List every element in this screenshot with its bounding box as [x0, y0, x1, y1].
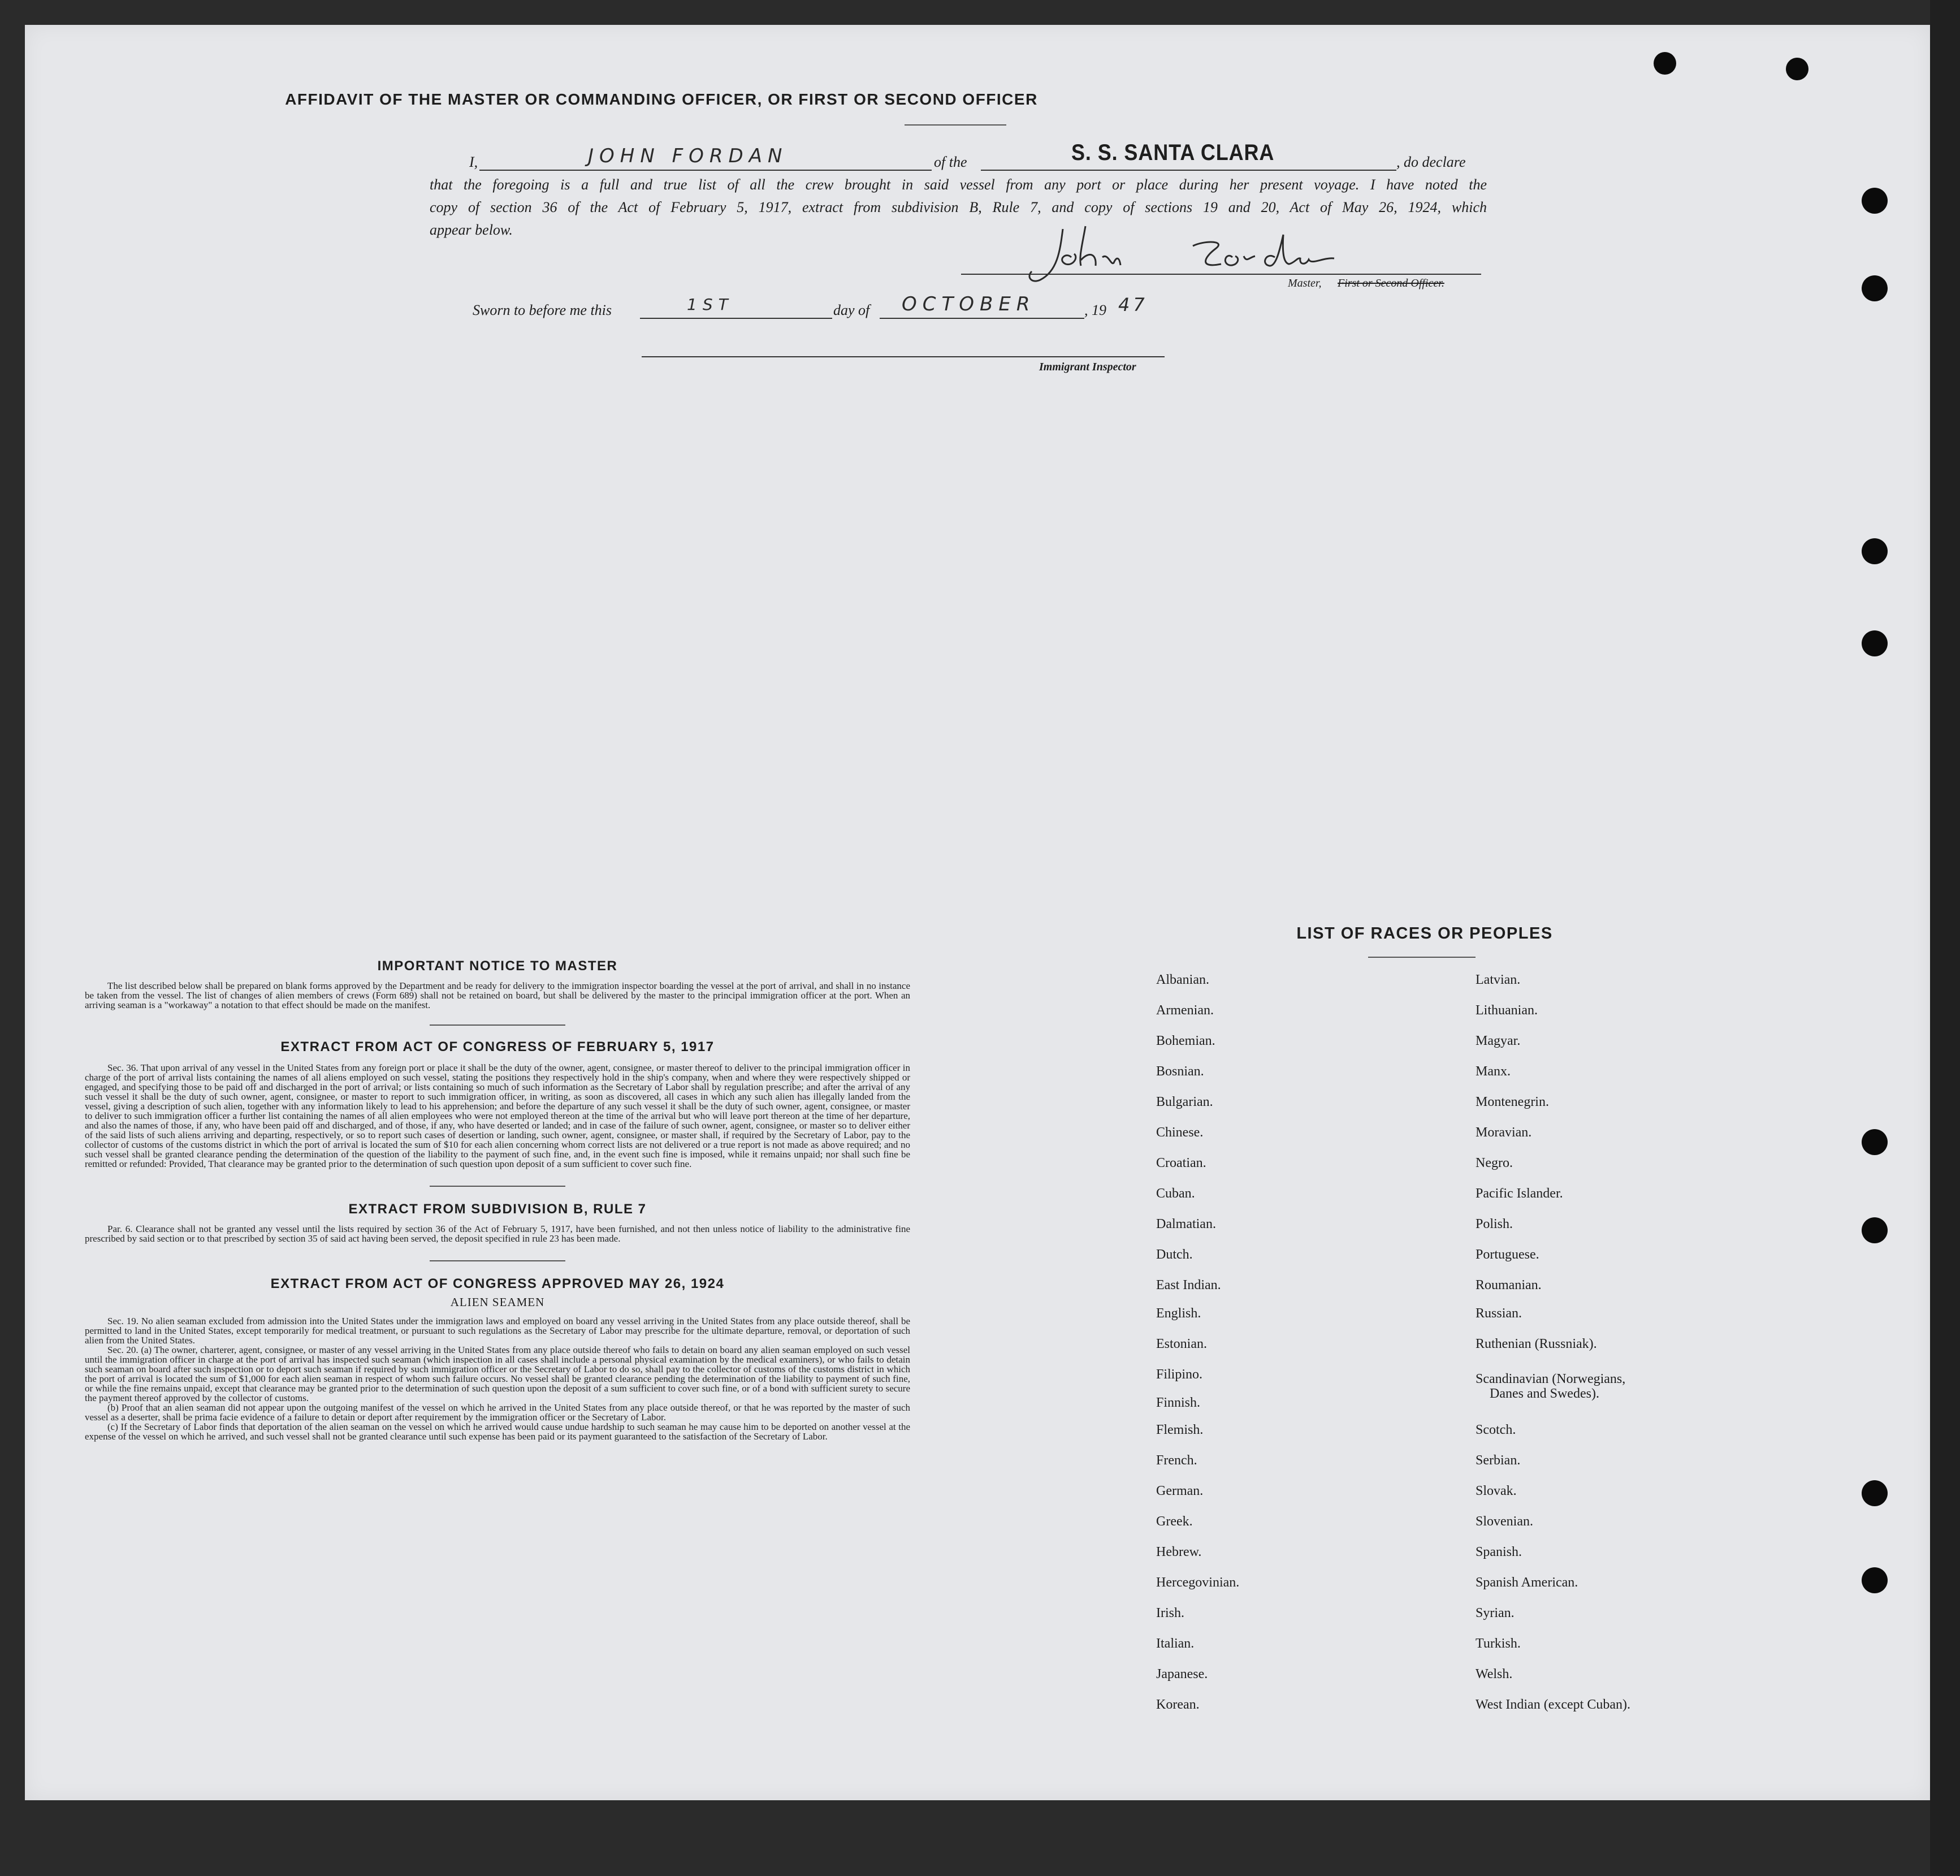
race-item: Scotch.	[1476, 1423, 1516, 1437]
race-item: Bulgarian.	[1156, 1095, 1213, 1109]
race-item: Polish.	[1476, 1217, 1513, 1231]
race-item: Russian.	[1476, 1306, 1522, 1321]
races-divider	[1368, 957, 1476, 958]
race-item: Turkish.	[1476, 1636, 1521, 1651]
race-item: Welsh.	[1476, 1667, 1513, 1682]
race-item: Spanish American.	[1476, 1575, 1578, 1590]
punch-hole	[1862, 275, 1888, 301]
race-item: Danes and Swedes).	[1490, 1386, 1599, 1401]
day-of-label: day of	[833, 302, 870, 318]
declare-label: , do declare	[1396, 154, 1466, 170]
title-divider	[905, 124, 1006, 126]
punch-hole	[1862, 538, 1888, 564]
race-item: Ruthenian (Russniak).	[1476, 1337, 1597, 1351]
race-item: Flemish.	[1156, 1423, 1204, 1437]
day-line	[640, 318, 832, 319]
race-item: Albanian.	[1156, 972, 1209, 987]
race-item: Hebrew.	[1156, 1545, 1202, 1559]
race-item: Italian.	[1156, 1636, 1195, 1651]
sworn-label: Sworn to before me this	[473, 302, 612, 318]
affidavit-title: AFFIDAVIT OF THE MASTER OR COMMANDING OFFICER, OR FIRST OR SECOND OFFICER	[285, 90, 1038, 108]
inspector-line	[642, 356, 1165, 357]
sec-19-paragraph: Sec. 19. No alien seaman excluded from admission into the United States under the immigration laws and employed on board any vessel arriving in the United States from any place outside thereof, shall be permitted to land in the United States, except temporarily for medical treatment, or pursuant to such regulations as the Secretary of Labor may prescribe for the ultimate departure, removal, or deportation of such alien from the United States.	[85, 1316, 910, 1346]
race-item: Portuguese.	[1476, 1247, 1539, 1262]
sec-20b-paragraph: (b) Proof that an alien seaman did not appear upon the outgoing manifest of the vessel on which he arrived in the United States from any place outside thereof, or that he was reported by the master of such vessel as a deserter, shall be prima facie evidence of a failure to detain or deport after requirement by the immigration officer or the Secretary of Labor.	[85, 1402, 910, 1423]
officer-name-line	[479, 170, 932, 171]
race-item: Finnish.	[1156, 1395, 1201, 1410]
punch-hole	[1862, 630, 1888, 656]
struck-officer-label: First or Second Officer.	[1338, 277, 1444, 289]
race-item: Negro.	[1476, 1156, 1513, 1170]
race-item: Bosnian.	[1156, 1064, 1204, 1079]
race-item: Korean.	[1156, 1697, 1200, 1712]
race-item: French.	[1156, 1453, 1197, 1468]
race-item: Armenian.	[1156, 1003, 1214, 1018]
notice-paragraph: The list described below shall be prepared on blank forms approved by the Department and be ready for delivery to the immigration inspector boarding the vessel at the port of arrival, and shall in no instance be taken from the vessel. The list of changes of alien members of crews (Form 689) shall not be retained on board, but shall be delivered by the master to the principal immigration officer at the port. When an arriving seaman is a "workaway" a notation to that effect should be made on the manifest.	[85, 980, 910, 1010]
extract-1924-text	[85, 1316, 910, 1441]
punch-hole	[1862, 1217, 1888, 1243]
extract-1917-title: EXTRACT FROM ACT OF CONGRESS OF FEBRUARY 5, 1917	[280, 1039, 715, 1054]
body-line-3: appear below.	[430, 222, 513, 238]
year-value: 47	[1118, 294, 1148, 315]
vessel-name-line	[981, 170, 1396, 171]
race-item: Manx.	[1476, 1064, 1511, 1079]
sec-20a-paragraph: Sec. 20. (a) The owner, charterer, agent, consignee, or master of any vessel arriving in the United States from any place outside thereof who fails to detain on board any alien seaman employed on such vessel until the immigration officer in charge at the port of arrival has inspected such seaman (which inspection in all cases shall include a personal physical examination by the medical examiners), or who fails to detain such seaman on board after such inspection or to deport such seaman if required by such immigration officer or the Secretary of Labor to do so, shall pay to the collector of customs of the customs district in which the port of arrival is located the sum of $1,000 for each alien seaman in respect of whom such failure occurs. No vessel shall be granted clearance pending the determination of the liability to payment of such fine, or while the fine remains unpaid, except that clearance may be granted prior to the determination of such question upon the deposit of a sum sufficient to cover such fine, or of a bond with sufficient surety to secure the payment thereof approved by the collector of customs.	[85, 1345, 910, 1403]
month-line	[880, 318, 1084, 319]
race-item: Bohemian.	[1156, 1034, 1215, 1048]
race-item: East Indian.	[1156, 1278, 1221, 1293]
par-6-paragraph: Par. 6. Clearance shall not be granted any vessel until the lists required by section 36 of the Act of February 5, 1917, have been furnished, and not then unless notice of liability to the administrative fine prescribed by said section or to that prescribed by section 35 of said act having been served, the deposit specified in rule 23 has been made.	[85, 1224, 910, 1244]
race-item: German.	[1156, 1484, 1204, 1498]
race-item: Pacific Islander.	[1476, 1186, 1563, 1201]
sec-36-paragraph: Sec. 36. That upon arrival of any vessel in the United States from any foreign port or place it shall be the duty of the owner, agent, consignee, or master thereof to deliver to the principal immigration officer in charge of the port of arrival lists containing the names of all aliens employed on such vessel, stating the positions they respectively hold in the ship's company, when and where they were respectively shipped or engaged, and specifying those to be paid off and discharged in the port of arrival; or lists containing so much of such information as the Secretary of Labor shall by regulation prescribe; and after the arrival of any such vessel it shall be the duty of such owner, agent, consignee, or master to report to such immigration officer, in writing, as soon as discovered, all cases in which any such alien has illegally landed from the vessel, giving a description of such alien, together with any information likely to lead to his apprehension; and before the departure of any such vessel it shall be the duty of such owner, agent, consignee, or master to deliver to such immigration officer a further list containing the names of all alien employees who were not employed thereon at the time of the arrival but who will leave port thereon at the time of her departure, and also the names of those, if any, who have been paid off and discharged, and of those, if any, who have deserted or landed; and in case of the failure of such owner, agent, consignee, or master so to deliver either of the said lists of such aliens arriving and departing, respectively, or so to report such cases of desertion or landing, such owner, agent, consignee, or master shall, if required by the Secretary of Labor, pay to the collector of customs of the customs district in which the port of arrival is located the sum of $10 for each alien concerning whom correct lists are not delivered or a true report is not made as above required; and no such vessel shall be granted clearance pending the determination of the question of the liability to the payment of such fine, and, in the event such fine is imposed, while it remains unpaid; nor shall such fine be remitted or refunded: Provided, That clearance may be granted prior to the determination of such question upon deposit of a sum sufficient to cover such fine.	[85, 1062, 910, 1169]
punch-hole	[1862, 188, 1888, 214]
race-item: Chinese.	[1156, 1125, 1204, 1140]
race-item: Greek.	[1156, 1514, 1193, 1529]
document-sheet	[25, 25, 1930, 1800]
race-item: Croatian.	[1156, 1156, 1206, 1170]
scan-edge	[1930, 0, 1960, 1876]
races-title: LIST OF RACES OR PEOPLES	[1296, 924, 1553, 943]
signature-line	[961, 274, 1481, 275]
body-line-2: copy of section 36 of the Act of February 5, 1917, extract from subdivision B, Rule 7, and copy of sections 19 and 20, Act of May 26, 1924, which	[430, 199, 1487, 215]
race-item: Slovenian.	[1476, 1514, 1533, 1529]
race-item: Spanish.	[1476, 1545, 1522, 1559]
race-item: Irish.	[1156, 1606, 1184, 1620]
race-item: Magyar.	[1476, 1034, 1521, 1048]
race-item: Hercegovinian.	[1156, 1575, 1240, 1590]
punch-hole	[1862, 1480, 1888, 1506]
month-value: OCTOBER	[902, 293, 1036, 315]
vessel-name: S. S. SANTA CLARA	[1071, 140, 1275, 165]
race-item: Roumanian.	[1476, 1278, 1542, 1293]
punch-hole	[1862, 1567, 1888, 1593]
inspector-label: Immigrant Inspector	[1039, 361, 1136, 373]
year-prefix: , 19	[1084, 302, 1106, 318]
race-item: Montenegrin.	[1476, 1095, 1549, 1109]
punch-hole	[1862, 1129, 1888, 1155]
punch-hole	[1786, 58, 1808, 80]
race-item: Serbian.	[1476, 1453, 1521, 1468]
race-item: Dutch.	[1156, 1247, 1193, 1262]
race-item: West Indian (except Cuban).	[1476, 1697, 1630, 1712]
race-item: Filipino.	[1156, 1367, 1203, 1382]
section-divider	[430, 1186, 565, 1187]
race-item: Japanese.	[1156, 1667, 1208, 1682]
master-label: Master,	[1288, 277, 1322, 289]
race-item: Lithuanian.	[1476, 1003, 1538, 1018]
notice-column	[85, 958, 910, 1441]
race-item: Latvian.	[1476, 972, 1521, 987]
alien-seamen-subtitle: ALIEN SEAMEN	[450, 1295, 545, 1309]
race-item: Dalmatian.	[1156, 1217, 1216, 1231]
section-divider	[430, 1025, 565, 1026]
race-item: Cuban.	[1156, 1186, 1195, 1201]
race-item: Estonian.	[1156, 1337, 1207, 1351]
extract-1924-title: EXTRACT FROM ACT OF CONGRESS APPROVED MAY 26, 1924	[270, 1276, 725, 1291]
notice-text	[85, 981, 910, 1010]
section-divider	[430, 1260, 565, 1261]
race-item: Scandinavian (Norwegians,	[1476, 1372, 1626, 1386]
of-the-label: of the	[934, 154, 967, 170]
extract-rule7-text	[85, 1224, 910, 1243]
day-value: 1ST	[687, 295, 734, 314]
race-item: English.	[1156, 1306, 1201, 1321]
race-item: Slovak.	[1476, 1484, 1517, 1498]
extract-1917-text	[85, 1063, 910, 1169]
race-item: Syrian.	[1476, 1606, 1515, 1620]
officer-name: JOHN FORDAN	[588, 145, 788, 167]
sec-20c-paragraph: (c) If the Secretary of Labor finds that deportation of the alien seaman on the vessel on which he arrived would cause undue hardship to such seaman he may cause him to be deported on another vessel at the expense of the vessel on which he arrived, and such vessel shall not be granted clearance until such expense has been paid or its payment guaranteed to the satisfaction of the Secretary of Labor.	[85, 1421, 910, 1442]
race-item: Moravian.	[1476, 1125, 1532, 1140]
body-line-1: that the foregoing is a full and true list of all the crew brought in said vessel from any port or place during her present voyage. I have noted the	[430, 176, 1487, 193]
punch-hole	[1654, 52, 1676, 75]
extract-rule7-title: EXTRACT FROM SUBDIVISION B, RULE 7	[348, 1201, 647, 1217]
i-label: I,	[469, 154, 478, 170]
notice-title: IMPORTANT NOTICE TO MASTER	[377, 958, 618, 974]
